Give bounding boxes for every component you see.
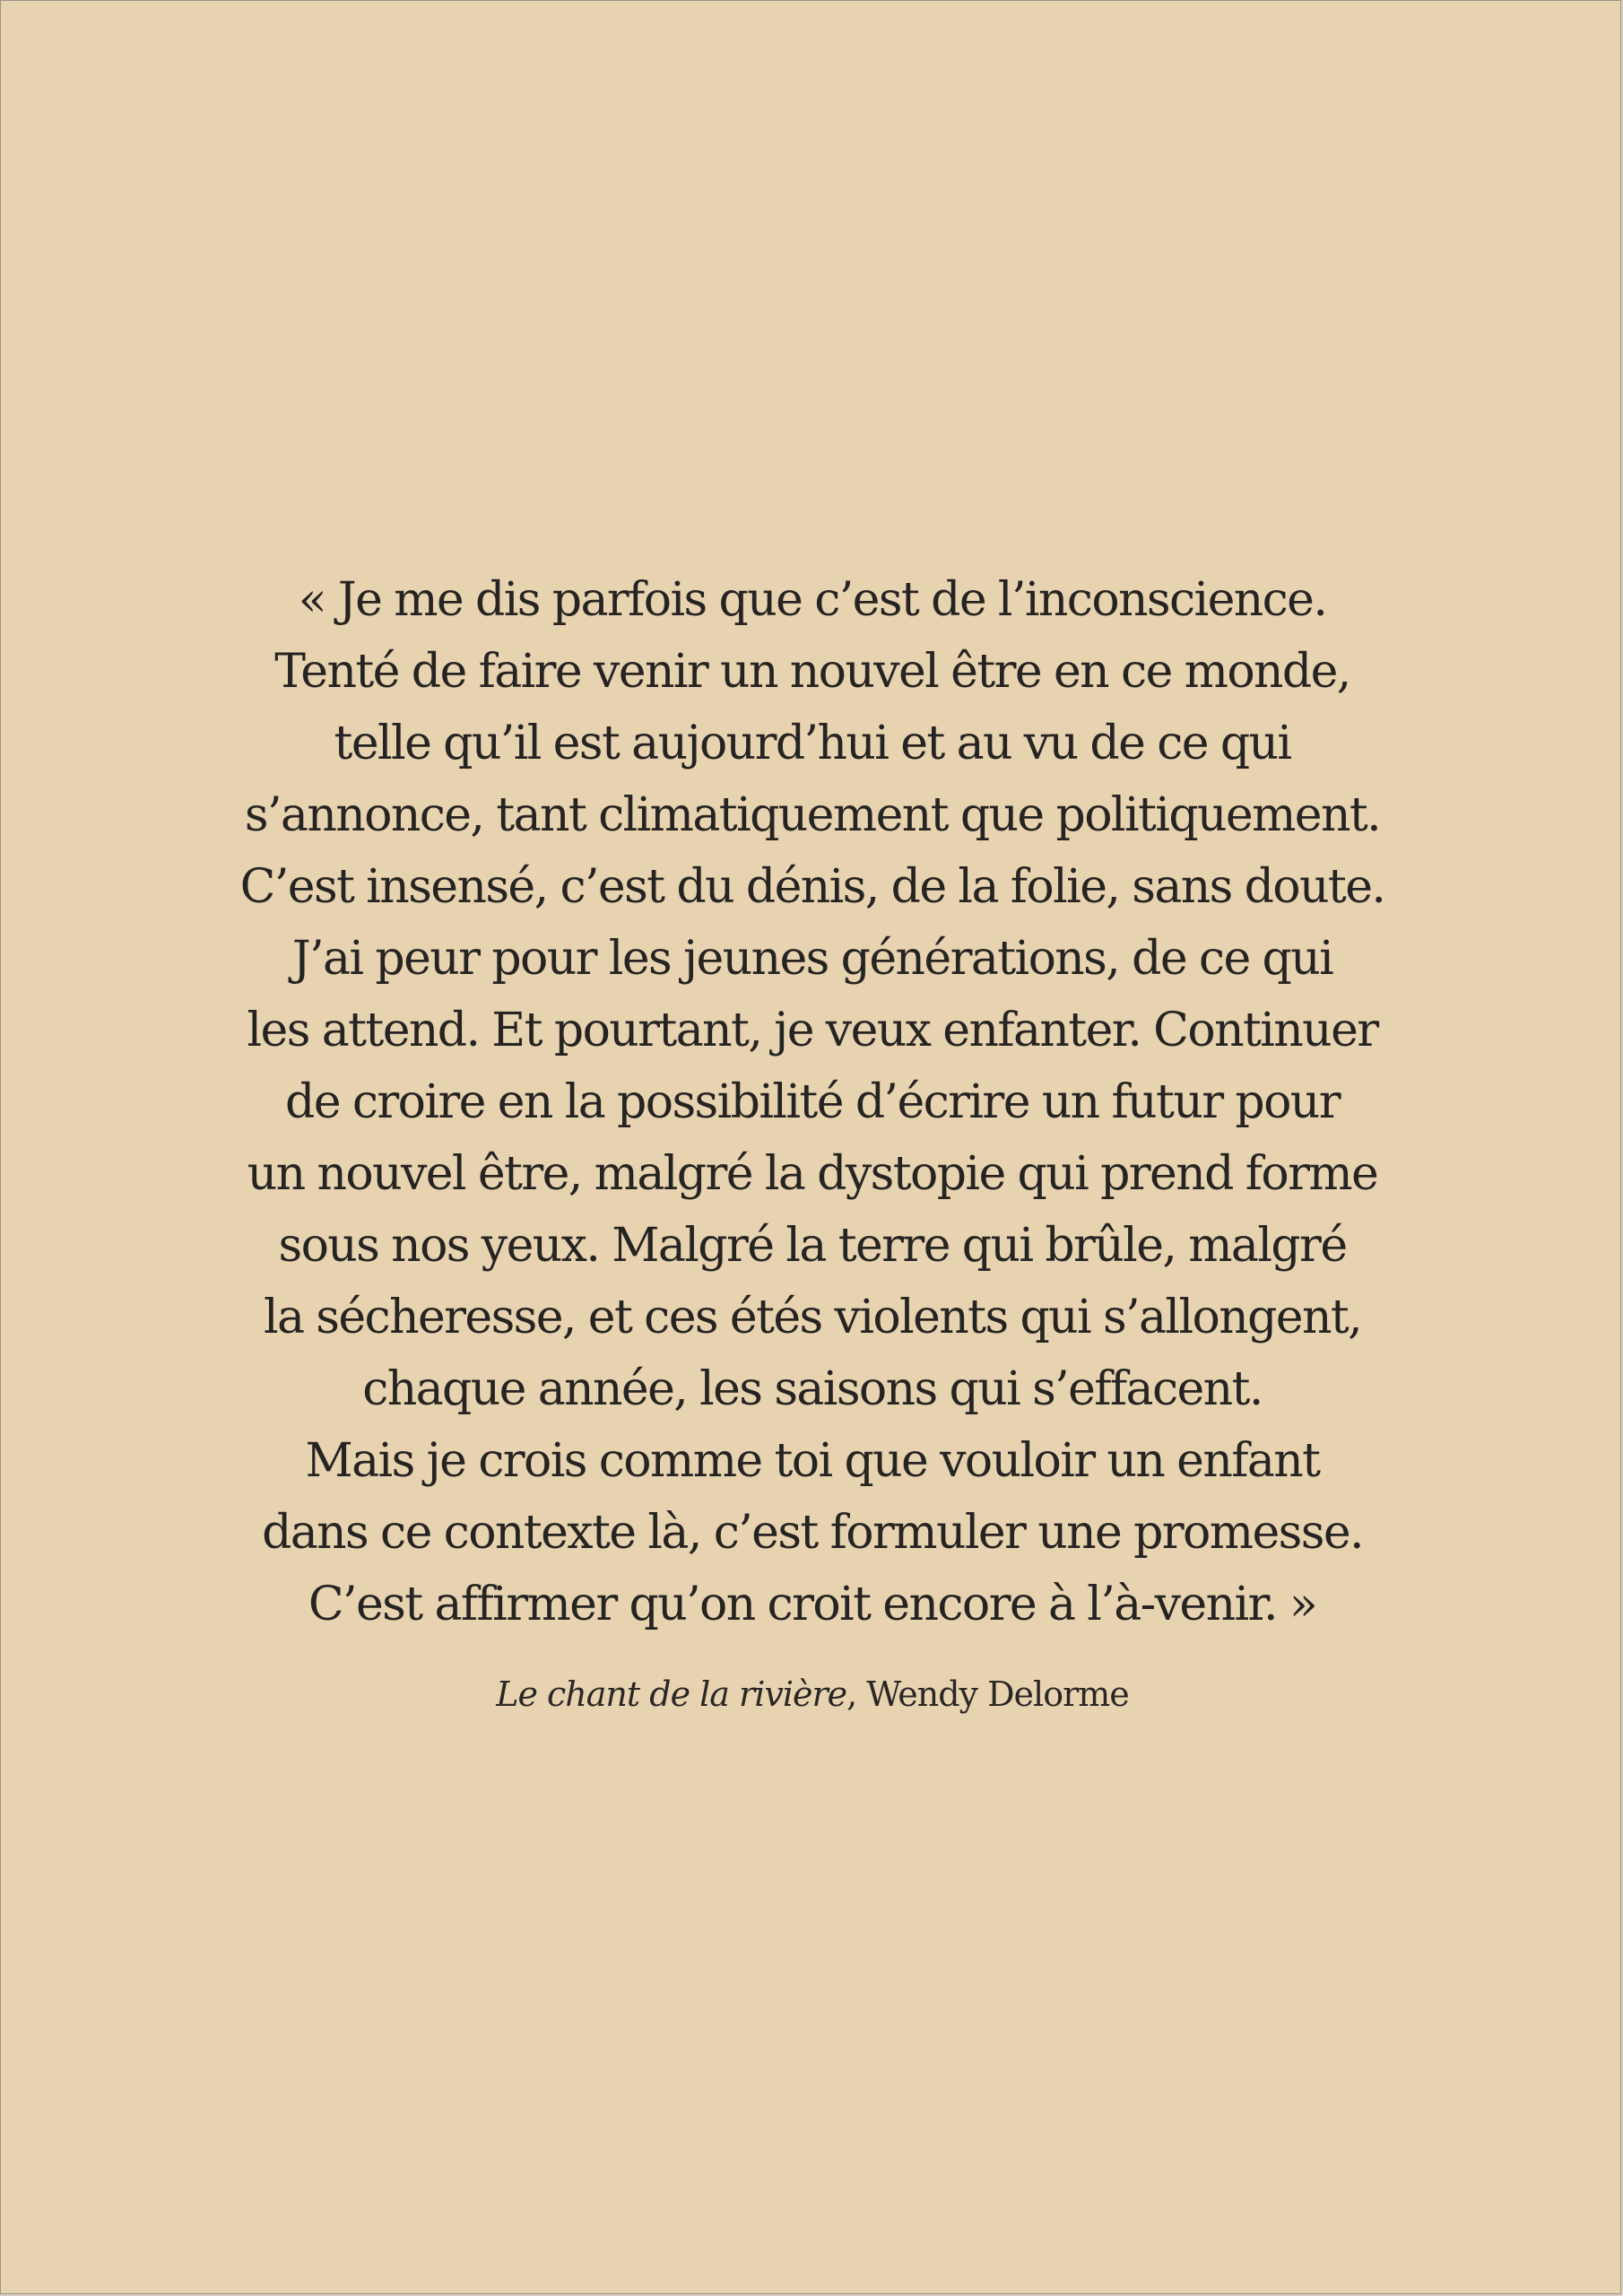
quote-line: les attend. Et pourtant, je veux enfanter. Continuer bbox=[247, 1004, 1378, 1057]
quote-line: sous nos yeux. Malgré la terre qui brûle, malgré bbox=[278, 1219, 1347, 1273]
quote-line: de croire en la possibilité d’écrire un futur pour bbox=[285, 1075, 1340, 1129]
quote-line: J’ai peur pour les jeunes générations, de ce qui bbox=[291, 932, 1333, 986]
quote-line: dans ce contexte là, c’est formuler une promesse. bbox=[262, 1506, 1363, 1560]
quote-line: un nouvel être, malgré la dystopie qui prend forme bbox=[247, 1147, 1378, 1201]
quote-block bbox=[1, 564, 1623, 1640]
quote-line: C’est affirmer qu’on croit encore à l’à-venir. » bbox=[308, 1578, 1317, 1631]
quote-line: « Je me dis parfois que c’est de l’inconscience. bbox=[298, 573, 1327, 627]
quote-line: Mais je crois comme toi que vouloir un enfant bbox=[305, 1434, 1320, 1488]
quote-line: telle qu’il est aujourd’hui et au vu de ce qui bbox=[334, 717, 1291, 770]
quote-line: s’annonce, tant climatiquement que politiquement. bbox=[244, 788, 1381, 842]
quote-line: la sécheresse, et ces étés violents qui s’allongent, bbox=[263, 1291, 1362, 1344]
citation bbox=[1, 1669, 1623, 1719]
citation-author: Wendy Delorme bbox=[866, 1674, 1129, 1714]
quote-line: C’est insensé, c’est du dénis, de la folie, sans doute. bbox=[239, 860, 1385, 914]
quote-line: Tenté de faire venir un nouvel être en ce monde, bbox=[274, 645, 1350, 699]
citation-separator: , bbox=[846, 1674, 867, 1714]
quote-line: chaque année, les saisons qui s’effacent. bbox=[362, 1362, 1263, 1416]
citation-work-title: Le chant de la rivière bbox=[496, 1674, 847, 1714]
